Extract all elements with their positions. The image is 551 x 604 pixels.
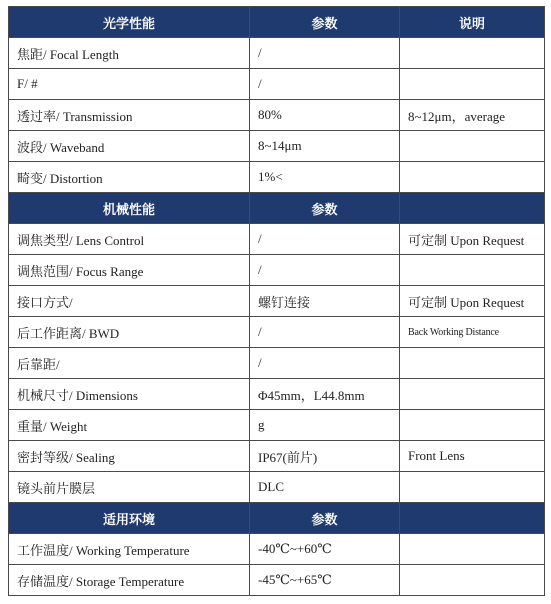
spec-table bbox=[8, 6, 545, 596]
row-value: 螺钉连接 bbox=[250, 286, 400, 317]
row-note: Back Working Distance bbox=[400, 317, 545, 348]
row-value: / bbox=[250, 255, 400, 286]
row-label: F/ # bbox=[9, 69, 250, 100]
row-note: 可定制 Upon Request bbox=[400, 224, 545, 255]
row-label: 存储温度/ Storage Temperature bbox=[9, 565, 250, 596]
row-note bbox=[400, 534, 545, 565]
section-header-mechanical bbox=[9, 193, 545, 224]
row-note bbox=[400, 162, 545, 193]
table-row bbox=[9, 379, 545, 410]
row-label: 工作温度/ Working Temperature bbox=[9, 534, 250, 565]
row-label: 镜头前片膜层 bbox=[9, 472, 250, 503]
header-environment: 适用环境 bbox=[9, 503, 250, 534]
table-row bbox=[9, 472, 545, 503]
row-label: 畸变/ Distortion bbox=[9, 162, 250, 193]
section-header-optical bbox=[9, 7, 545, 38]
table-row bbox=[9, 69, 545, 100]
header-blank bbox=[400, 193, 545, 224]
row-value: 1%< bbox=[250, 162, 400, 193]
row-note bbox=[400, 69, 545, 100]
row-value: g bbox=[250, 410, 400, 441]
row-value: -40℃~+60℃ bbox=[250, 534, 400, 565]
row-note bbox=[400, 131, 545, 162]
row-label: 重量/ Weight bbox=[9, 410, 250, 441]
row-value: / bbox=[250, 348, 400, 379]
section-header-environment bbox=[9, 503, 545, 534]
row-note: Front Lens bbox=[400, 441, 545, 472]
row-value: / bbox=[250, 317, 400, 348]
header-description: 说明 bbox=[400, 7, 545, 38]
row-note: 8~12μm，average bbox=[400, 100, 545, 131]
row-value: -45℃~+65℃ bbox=[250, 565, 400, 596]
table-row bbox=[9, 317, 545, 348]
row-label: 后靠距/ bbox=[9, 348, 250, 379]
table-row bbox=[9, 534, 545, 565]
header-blank bbox=[400, 503, 545, 534]
row-label: 密封等级/ Sealing bbox=[9, 441, 250, 472]
table-row bbox=[9, 441, 545, 472]
table-row bbox=[9, 286, 545, 317]
row-note bbox=[400, 472, 545, 503]
row-note bbox=[400, 348, 545, 379]
row-label: 接口方式/ bbox=[9, 286, 250, 317]
row-value: / bbox=[250, 224, 400, 255]
row-note bbox=[400, 379, 545, 410]
header-mechanical-performance: 机械性能 bbox=[9, 193, 250, 224]
row-value: Φ45mm，L44.8mm bbox=[250, 379, 400, 410]
table-row bbox=[9, 100, 545, 131]
table-row bbox=[9, 348, 545, 379]
row-label: 透过率/ Transmission bbox=[9, 100, 250, 131]
row-note bbox=[400, 565, 545, 596]
row-value: / bbox=[250, 38, 400, 69]
row-label: 调焦范围/ Focus Range bbox=[9, 255, 250, 286]
table-row bbox=[9, 131, 545, 162]
table-row bbox=[9, 224, 545, 255]
table-row bbox=[9, 255, 545, 286]
row-note: 可定制 Upon Request bbox=[400, 286, 545, 317]
row-label: 调焦类型/ Lens Control bbox=[9, 224, 250, 255]
header-parameter: 参数 bbox=[250, 503, 400, 534]
row-note bbox=[400, 38, 545, 69]
table-row bbox=[9, 38, 545, 69]
row-value: IP67(前片) bbox=[250, 441, 400, 472]
row-label: 波段/ Waveband bbox=[9, 131, 250, 162]
header-optical-performance: 光学性能 bbox=[9, 7, 250, 38]
row-label: 机械尺寸/ Dimensions bbox=[9, 379, 250, 410]
row-label: 焦距/ Focal Length bbox=[9, 38, 250, 69]
header-parameter: 参数 bbox=[250, 193, 400, 224]
row-value: 8~14μm bbox=[250, 131, 400, 162]
row-value: 80% bbox=[250, 100, 400, 131]
table-row bbox=[9, 410, 545, 441]
row-label: 后工作距离/ BWD bbox=[9, 317, 250, 348]
table-row bbox=[9, 565, 545, 596]
row-note bbox=[400, 255, 545, 286]
table-row bbox=[9, 162, 545, 193]
row-value: DLC bbox=[250, 472, 400, 503]
row-value: / bbox=[250, 69, 400, 100]
row-note bbox=[400, 410, 545, 441]
header-parameter: 参数 bbox=[250, 7, 400, 38]
